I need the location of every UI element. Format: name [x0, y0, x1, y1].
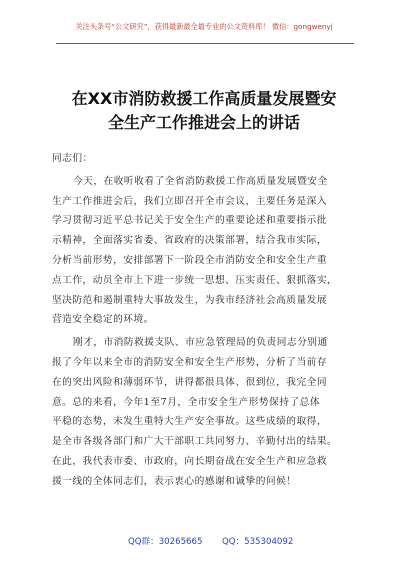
- paragraph-line: 报了今年以来全市的消防安全和安全生产形势，分析了当前存: [52, 356, 328, 368]
- paragraph-2: [52, 333, 356, 491]
- paragraph-line: 援一线的全体同志们，表示衷心的感谢和诚挚的问候！: [52, 475, 297, 487]
- qq-number: QQ：535304092: [222, 537, 294, 547]
- qq-group-number: QQ群：30265665: [128, 537, 203, 547]
- paragraph-line: 刚才，市消防救援支队、市应急管理局的负责同志分别通: [73, 337, 328, 349]
- paragraph-line: 是全市各级各部门和广大干部职工共同努力、辛勤付出的结果。: [52, 436, 338, 448]
- footer: [0, 535, 408, 549]
- paragraph-line: 营造安全稳定的环境。: [52, 314, 154, 326]
- paragraph-line: 生产工作推进会后，我们立即召开全市会议，主要任务是深入: [52, 195, 328, 207]
- paragraph-line: 今天，在收听收看了全省消防救援工作高质量发展暨安全: [73, 175, 328, 187]
- paragraph-line: 分析当前形势，安排部署下一阶段全市消防安全和安全生产重: [52, 254, 328, 266]
- paragraph-line: 意。总的来看，今年1至7月，全市安全生产形势保持了总体: [52, 396, 321, 408]
- paragraph-line: 平稳的态势，未发生重特大生产安全事故。这些成绩的取得，: [52, 416, 328, 428]
- document-body: [52, 149, 356, 492]
- document-title-line-2: 全生产工作推进会上的讲话: [107, 113, 300, 132]
- header-note: 关注头条号“公文研究”，获得最新最全最专业的公文资料库！ 微信：gongwenyj: [75, 22, 333, 31]
- paragraph-line: 学习贯彻习近平总书记关于安全生产的重要论述和重要指示批: [52, 215, 328, 227]
- paragraph-1: [52, 172, 356, 330]
- paragraph-line: 在的突出风险和薄弱环节，讲得都很具体、很到位，我完全同: [52, 376, 328, 388]
- paragraph-line: 示精神，全面落实省委、省政府的决策部署，结合我市实际，: [52, 235, 328, 247]
- header-rule: [56, 43, 354, 44]
- salutation: 同志们：: [52, 153, 93, 164]
- paragraph-line: 在此，我代表市委、市政府，向长期奋战在安全生产和应急救: [52, 455, 328, 467]
- document-title-line-1: 在XX市消防救援工作高质量发展暨安: [71, 89, 337, 108]
- paragraph-line: 坚决防范和遏制重特大事故发生，为我市经济社会高质量发展: [52, 294, 328, 306]
- paragraph-line: 点工作，动员全市上下进一步统一思想、压实责任、狠抓落实，: [52, 274, 338, 286]
